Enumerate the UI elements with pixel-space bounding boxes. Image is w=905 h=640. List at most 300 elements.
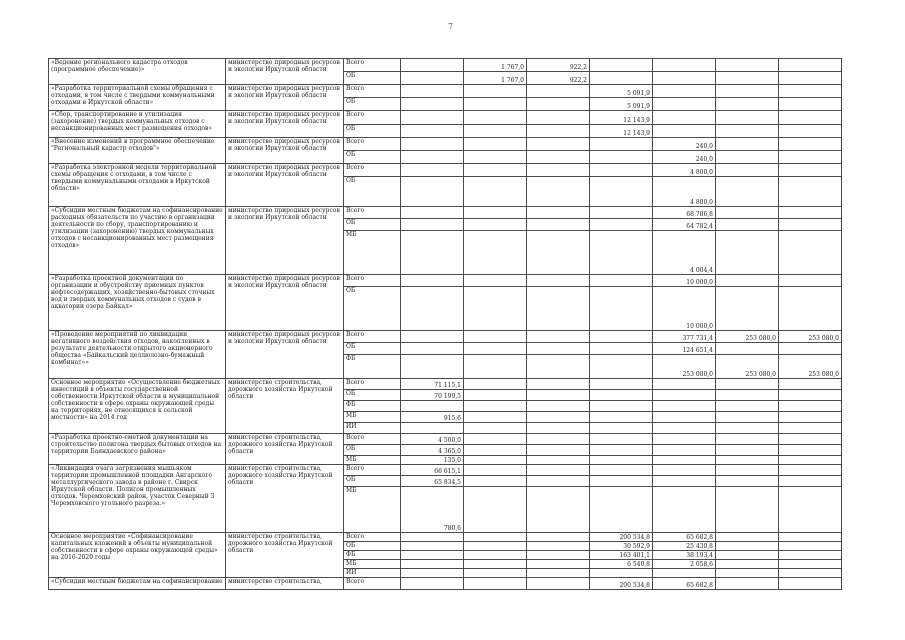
- table-row: [49, 465, 842, 476]
- amount-cell: [779, 465, 842, 476]
- amount-cell: 200 534,8: [590, 533, 653, 542]
- amount-cell: [464, 542, 527, 551]
- amount-cell: 65 682,8: [653, 533, 716, 542]
- amount-cell: 780,6: [401, 487, 464, 533]
- amount-cell: 253 080,0: [779, 355, 842, 379]
- funding-source-cell: Всего: [344, 164, 401, 177]
- amount-cell: [716, 111, 779, 125]
- funding-source-cell: Всего: [344, 59, 401, 72]
- amount-cell: [716, 487, 779, 533]
- amount-cell: [590, 138, 653, 151]
- amount-cell: 66 615,1: [401, 465, 464, 476]
- amount-cell: [401, 138, 464, 151]
- amount-cell: 64 782,4: [653, 219, 716, 231]
- amount-cell: [779, 560, 842, 569]
- amount-cell: [716, 343, 779, 355]
- amount-cell: [779, 287, 842, 331]
- executor-cell: министерство строительства, дорожного хозяйства Иркутской области: [226, 379, 344, 434]
- amount-cell: [716, 423, 779, 434]
- amount-cell: [401, 560, 464, 569]
- amount-cell: [464, 275, 527, 287]
- funding-source-cell: МБ: [344, 231, 401, 275]
- amount-cell: [716, 456, 779, 465]
- amount-cell: [527, 151, 590, 164]
- funding-source-cell: ИИ: [344, 423, 401, 434]
- amount-cell: [527, 287, 590, 331]
- amount-cell: [464, 85, 527, 98]
- funding-source-cell: ОБ: [344, 343, 401, 355]
- amount-cell: [716, 551, 779, 560]
- amount-cell: [401, 275, 464, 287]
- amount-cell: 4 800,0: [653, 177, 716, 207]
- amount-cell: [401, 578, 464, 590]
- amount-cell: 10 000,0: [653, 275, 716, 287]
- activity-name-cell: Основное мероприятие «Софинансирование капитальных вложений в объекты муниципальной собственности в сфере охраны окружающей среды» на 2016-2020 годы: [49, 533, 226, 578]
- amount-cell: [653, 423, 716, 434]
- table-row: [49, 164, 842, 177]
- amount-cell: [464, 219, 527, 231]
- amount-cell: 915,6: [401, 412, 464, 423]
- amount-cell: [527, 177, 590, 207]
- amount-cell: [653, 401, 716, 412]
- amount-cell: [590, 59, 653, 72]
- amount-cell: [527, 331, 590, 343]
- amount-cell: [716, 164, 779, 177]
- amount-cell: [653, 465, 716, 476]
- amount-cell: [779, 401, 842, 412]
- amount-cell: 6 540,8: [590, 560, 653, 569]
- amount-cell: [527, 533, 590, 542]
- amount-cell: [527, 111, 590, 125]
- amount-cell: [653, 98, 716, 111]
- amount-cell: [527, 542, 590, 551]
- amount-cell: [716, 275, 779, 287]
- amount-cell: [527, 138, 590, 151]
- funding-source-cell: ОБ: [344, 390, 401, 401]
- amount-cell: 922,2: [527, 59, 590, 72]
- executor-cell: министерство природных ресурсов и экологии Иркутской области: [226, 331, 344, 379]
- amount-cell: [464, 207, 527, 219]
- amount-cell: [464, 379, 527, 390]
- funding-source-cell: ФБ: [344, 401, 401, 412]
- amount-cell: [527, 379, 590, 390]
- amount-cell: [590, 390, 653, 401]
- executor-cell: министерство строительства, дорожного хозяйства Иркутской области: [226, 465, 344, 533]
- amount-cell: [653, 59, 716, 72]
- amount-cell: [464, 401, 527, 412]
- amount-cell: [716, 125, 779, 138]
- amount-cell: [716, 151, 779, 164]
- amount-cell: 12 143,9: [590, 125, 653, 138]
- amount-cell: [779, 569, 842, 578]
- amount-cell: [401, 177, 464, 207]
- amount-cell: [464, 412, 527, 423]
- executor-cell: министерство природных ресурсов и экологии Иркутской области: [226, 85, 344, 111]
- amount-cell: [401, 551, 464, 560]
- funding-source-cell: Всего: [344, 578, 401, 590]
- amount-cell: [401, 151, 464, 164]
- amount-cell: [527, 569, 590, 578]
- amount-cell: [527, 434, 590, 445]
- executor-cell: министерство природных ресурсов и экологии Иркутской области: [226, 111, 344, 138]
- amount-cell: [590, 287, 653, 331]
- amount-cell: [779, 476, 842, 487]
- amount-cell: [590, 151, 653, 164]
- amount-cell: [653, 487, 716, 533]
- executor-cell: министерство природных ресурсов и экологии Иркутской области: [226, 275, 344, 331]
- table-row: [49, 379, 842, 390]
- funding-source-cell: ОБ: [344, 125, 401, 138]
- amount-cell: [716, 412, 779, 423]
- amount-cell: [464, 98, 527, 111]
- amount-cell: [401, 533, 464, 542]
- amount-cell: 253 080,0: [779, 331, 842, 343]
- amount-cell: [590, 355, 653, 379]
- amount-cell: [779, 533, 842, 542]
- amount-cell: [590, 231, 653, 275]
- amount-cell: [401, 98, 464, 111]
- amount-cell: [779, 72, 842, 85]
- amount-cell: [716, 231, 779, 275]
- amount-cell: [779, 434, 842, 445]
- amount-cell: [527, 98, 590, 111]
- amount-cell: [527, 343, 590, 355]
- amount-cell: [590, 177, 653, 207]
- table-row: [49, 275, 842, 287]
- amount-cell: [527, 560, 590, 569]
- amount-cell: 71 115,1: [401, 379, 464, 390]
- amount-cell: [401, 569, 464, 578]
- activity-name-cell: «Разработка территориальной схемы обращения с отходами, в том числе с твердыми коммунальными отходами в Иркутской области»: [49, 85, 226, 111]
- amount-cell: [590, 465, 653, 476]
- amount-cell: [464, 125, 527, 138]
- activity-name-cell: «Субсидии местным бюджетам на софинансирование: [49, 578, 226, 590]
- funding-source-cell: Всего: [344, 85, 401, 98]
- table-row: [49, 331, 842, 343]
- table-row: [49, 59, 842, 72]
- amount-cell: 4 365,0: [401, 445, 464, 456]
- amount-cell: [590, 569, 653, 578]
- amount-cell: [590, 331, 653, 343]
- amount-cell: [779, 207, 842, 219]
- amount-cell: [716, 465, 779, 476]
- amount-cell: [716, 287, 779, 331]
- amount-cell: [527, 476, 590, 487]
- amount-cell: [779, 59, 842, 72]
- amount-cell: 10 000,0: [653, 287, 716, 331]
- activity-name-cell: Основное мероприятие «Осуществление бюджетных инвестиций в объекты государственной собственности Иркутской области и муниципальной собственности в сфере охраны окружающей среды на территориях, не относящихся к сельской местности» на 2014 год: [49, 379, 226, 434]
- activity-name-cell: «Проведение мероприятий по ликвидации негативного воздействия отходов, накопленных в результате деятельности открытого акционерного общества «Байкальский целлюлозно-бумажный комбинат»»: [49, 331, 226, 379]
- amount-cell: [779, 412, 842, 423]
- amount-cell: 70 199,5: [401, 390, 464, 401]
- amount-cell: [653, 476, 716, 487]
- amount-cell: [527, 207, 590, 219]
- amount-cell: [527, 125, 590, 138]
- amount-cell: [779, 487, 842, 533]
- financing-table: [48, 58, 842, 590]
- amount-cell: [590, 207, 653, 219]
- amount-cell: 4 500,0: [401, 434, 464, 445]
- funding-source-cell: МБ: [344, 487, 401, 533]
- activity-name-cell: «Сбор, транспортирование и утилизация (захоронение) твердых коммунальных отходов с несанкционированных мест размещения отходов»: [49, 111, 226, 138]
- amount-cell: [401, 85, 464, 98]
- amount-cell: 1 767,0: [464, 72, 527, 85]
- funding-source-cell: МБ: [344, 412, 401, 423]
- amount-cell: [464, 551, 527, 560]
- amount-cell: 240,0: [653, 138, 716, 151]
- executor-cell: министерство природных ресурсов и экологии Иркутской области: [226, 59, 344, 85]
- amount-cell: [464, 476, 527, 487]
- funding-source-cell: ФБ: [344, 355, 401, 379]
- funding-source-cell: ОБ: [344, 542, 401, 551]
- amount-cell: [464, 445, 527, 456]
- table-row: [49, 85, 842, 98]
- amount-cell: [464, 560, 527, 569]
- amount-cell: [779, 343, 842, 355]
- amount-cell: 38 193,4: [653, 551, 716, 560]
- amount-cell: [590, 379, 653, 390]
- funding-source-cell: Всего: [344, 275, 401, 287]
- funding-source-cell: ОБ: [344, 445, 401, 456]
- amount-cell: 5 091,9: [590, 85, 653, 98]
- activity-name-cell: «Ведение регионального кадастра отходов (программное обеспечение)»: [49, 59, 226, 85]
- amount-cell: [716, 476, 779, 487]
- amount-cell: [779, 275, 842, 287]
- table-row: [49, 111, 842, 125]
- amount-cell: [779, 390, 842, 401]
- amount-cell: [779, 231, 842, 275]
- amount-cell: [464, 456, 527, 465]
- amount-cell: [779, 138, 842, 151]
- funding-source-cell: ОБ: [344, 287, 401, 331]
- funding-source-cell: ОБ: [344, 219, 401, 231]
- amount-cell: [590, 164, 653, 177]
- amount-cell: 200 534,8: [590, 578, 653, 590]
- amount-cell: [716, 578, 779, 590]
- amount-cell: 253 080,0: [716, 331, 779, 343]
- amount-cell: [401, 287, 464, 331]
- amount-cell: [464, 231, 527, 275]
- amount-cell: 30 592,9: [590, 542, 653, 551]
- amount-cell: [401, 125, 464, 138]
- amount-cell: [716, 390, 779, 401]
- funding-source-cell: Всего: [344, 138, 401, 151]
- amount-cell: [779, 423, 842, 434]
- amount-cell: 65 834,5: [401, 476, 464, 487]
- amount-cell: [779, 98, 842, 111]
- funding-source-cell: ИИ: [344, 569, 401, 578]
- amount-cell: [401, 423, 464, 434]
- amount-cell: [716, 542, 779, 551]
- amount-cell: [716, 219, 779, 231]
- amount-cell: [590, 456, 653, 465]
- amount-cell: [401, 401, 464, 412]
- amount-cell: [527, 578, 590, 590]
- amount-cell: [716, 98, 779, 111]
- amount-cell: [716, 379, 779, 390]
- amount-cell: [653, 456, 716, 465]
- amount-cell: [716, 445, 779, 456]
- amount-cell: [401, 355, 464, 379]
- amount-cell: [590, 412, 653, 423]
- amount-cell: [716, 569, 779, 578]
- amount-cell: [653, 72, 716, 85]
- amount-cell: [653, 434, 716, 445]
- activity-name-cell: «Разработка проектной документации по организации и обустройству приемных пунктов нефтесодержащих, хозяйственно-бытовых сточных вод и твердых коммунальных отходов с судов в акватории озера Байкал»: [49, 275, 226, 331]
- activity-name-cell: «Внесение изменений в программное обеспечение "Региональный кадастр отходов"»: [49, 138, 226, 164]
- executor-cell: министерство природных ресурсов и экологии Иркутской области: [226, 164, 344, 207]
- amount-cell: 68 786,8: [653, 207, 716, 219]
- funding-source-cell: ОБ: [344, 476, 401, 487]
- amount-cell: 1 767,0: [464, 59, 527, 72]
- amount-cell: 4 004,4: [653, 231, 716, 275]
- amount-cell: 124 651,4: [653, 343, 716, 355]
- amount-cell: [653, 125, 716, 138]
- amount-cell: [527, 390, 590, 401]
- amount-cell: [590, 434, 653, 445]
- amount-cell: [779, 551, 842, 560]
- funding-source-cell: ОБ: [344, 98, 401, 111]
- executor-cell: министерство строительства,: [226, 578, 344, 590]
- amount-cell: [779, 111, 842, 125]
- amount-cell: [464, 578, 527, 590]
- amount-cell: 240,0: [653, 151, 716, 164]
- executor-cell: министерство природных ресурсов и экологии Иркутской области: [226, 138, 344, 164]
- table-row: [49, 207, 842, 219]
- table-body: [49, 59, 842, 590]
- amount-cell: 253 080,0: [716, 355, 779, 379]
- amount-cell: [716, 401, 779, 412]
- amount-cell: [464, 164, 527, 177]
- activity-name-cell: «Ликвидация очага загрязнения мышьяком территории промышленной площадки Ангарского металлургического завода в районе г. Свирск Иркутской области. Полигон промышленных отходов. Черемховский район, участок Северный 3 Черемховского угольного разреза.»: [49, 465, 226, 533]
- amount-cell: 253 080,0: [653, 355, 716, 379]
- funding-source-cell: Всего: [344, 533, 401, 542]
- amount-cell: [590, 219, 653, 231]
- amount-cell: [527, 445, 590, 456]
- amount-cell: [464, 533, 527, 542]
- amount-cell: [779, 445, 842, 456]
- amount-cell: 377 731,4: [653, 331, 716, 343]
- amount-cell: [464, 465, 527, 476]
- amount-cell: [716, 85, 779, 98]
- amount-cell: [590, 343, 653, 355]
- amount-cell: [401, 542, 464, 551]
- amount-cell: [716, 72, 779, 85]
- amount-cell: [527, 164, 590, 177]
- executor-cell: министерство строительства, дорожного хозяйства Иркутской области: [226, 434, 344, 465]
- funding-source-cell: Всего: [344, 207, 401, 219]
- amount-cell: [401, 231, 464, 275]
- amount-cell: [527, 456, 590, 465]
- amount-cell: [779, 125, 842, 138]
- amount-cell: [653, 85, 716, 98]
- amount-cell: [464, 355, 527, 379]
- funding-source-cell: МБ: [344, 456, 401, 465]
- amount-cell: [590, 275, 653, 287]
- amount-cell: [401, 164, 464, 177]
- executor-cell: министерство строительства, дорожного хозяйства Иркутской области: [226, 533, 344, 578]
- funding-source-cell: Всего: [344, 379, 401, 390]
- amount-cell: [527, 219, 590, 231]
- amount-cell: [464, 487, 527, 533]
- amount-cell: [401, 331, 464, 343]
- amount-cell: [464, 287, 527, 331]
- amount-cell: [716, 177, 779, 207]
- page-number: 7: [448, 22, 454, 31]
- amount-cell: [464, 138, 527, 151]
- amount-cell: [716, 560, 779, 569]
- amount-cell: [716, 138, 779, 151]
- amount-cell: [401, 111, 464, 125]
- amount-cell: [779, 542, 842, 551]
- amount-cell: [716, 533, 779, 542]
- amount-cell: [779, 85, 842, 98]
- amount-cell: [464, 111, 527, 125]
- amount-cell: [401, 207, 464, 219]
- amount-cell: [464, 331, 527, 343]
- amount-cell: [527, 355, 590, 379]
- amount-cell: [653, 412, 716, 423]
- amount-cell: [527, 487, 590, 533]
- funding-source-cell: Всего: [344, 465, 401, 476]
- amount-cell: 2 058,6: [653, 560, 716, 569]
- amount-cell: [590, 487, 653, 533]
- amount-cell: [779, 379, 842, 390]
- amount-cell: [590, 72, 653, 85]
- amount-cell: 163 401,1: [590, 551, 653, 560]
- amount-cell: [527, 412, 590, 423]
- table-row: [49, 434, 842, 445]
- amount-cell: [590, 401, 653, 412]
- amount-cell: [464, 434, 527, 445]
- amount-cell: [653, 111, 716, 125]
- amount-cell: [779, 177, 842, 207]
- amount-cell: [590, 445, 653, 456]
- amount-cell: 4 800,0: [653, 164, 716, 177]
- amount-cell: [653, 445, 716, 456]
- funding-source-cell: Всего: [344, 111, 401, 125]
- funding-source-cell: Всего: [344, 434, 401, 445]
- amount-cell: 5 091,9: [590, 98, 653, 111]
- amount-cell: [401, 72, 464, 85]
- amount-cell: [779, 151, 842, 164]
- amount-cell: [779, 578, 842, 590]
- activity-name-cell: «Субсидии местным бюджетам на софинансирование расходных обязательств по участию в организации деятельности по сбору, транспортированию и утилизации (захоронению) твердых коммунальных отходов с несанкционированных мест размещения отходов»: [49, 207, 226, 275]
- amount-cell: [401, 59, 464, 72]
- funding-source-cell: Всего: [344, 331, 401, 343]
- amount-cell: [527, 231, 590, 275]
- funding-source-cell: МБ: [344, 560, 401, 569]
- amount-cell: [527, 275, 590, 287]
- funding-source-cell: ОБ: [344, 151, 401, 164]
- funding-source-cell: ОБ: [344, 72, 401, 85]
- amount-cell: 135,0: [401, 456, 464, 465]
- amount-cell: [464, 423, 527, 434]
- activity-name-cell: «Разработка электронной модели территориальной схемы обращения с отходами, в том числе с твердыми коммунальными отходами в Иркутской области»: [49, 164, 226, 207]
- amount-cell: [716, 207, 779, 219]
- amount-cell: [527, 465, 590, 476]
- amount-cell: [464, 177, 527, 207]
- amount-cell: [464, 569, 527, 578]
- amount-cell: [653, 390, 716, 401]
- amount-cell: [590, 423, 653, 434]
- amount-cell: [779, 456, 842, 465]
- amount-cell: 12 143,9: [590, 111, 653, 125]
- funding-source-cell: ФБ: [344, 551, 401, 560]
- amount-cell: 922,2: [527, 72, 590, 85]
- table-row: [49, 533, 842, 542]
- amount-cell: [401, 343, 464, 355]
